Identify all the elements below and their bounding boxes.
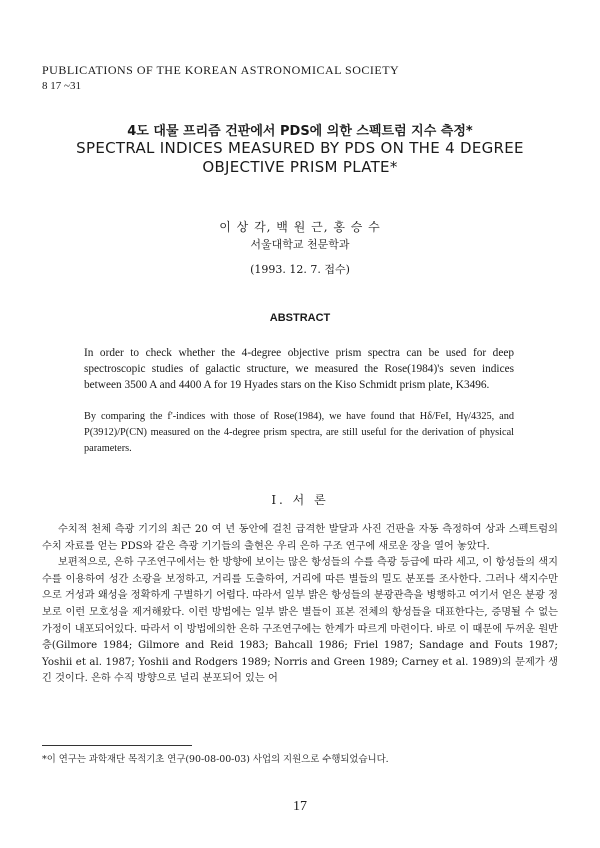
abstract-paragraph-2: By comparing the f'-indices with those of Rose(1984), we have found that Hδ/FeI, Hγ/4325, and P(3912)/P(CN) measured on the 4-degree prism spectra, are still useful for the derivation of physical parameters. bbox=[84, 411, 514, 454]
section-heading: I. 서 론 bbox=[271, 493, 329, 507]
korean-title: 4도 대물 프리즘 건판에서 PDS에 의한 스펙트럼 지수 측정* bbox=[127, 124, 473, 139]
body-text bbox=[42, 522, 558, 688]
footnote-divider bbox=[42, 745, 192, 746]
affiliation: 서울대학교 천문학과 bbox=[250, 238, 350, 251]
footnote: *이 연구는 과학재단 목적기초 연구(90-08-00-03) 사업의 지원으로 수행되었습니다. bbox=[42, 754, 389, 765]
publication-header: PUBLICATIONS OF THE KOREAN ASTRONOMICAL SOCIETY bbox=[42, 63, 400, 77]
page-range: 8 17 ~31 bbox=[42, 80, 81, 92]
abstract-heading: ABSTRACT bbox=[269, 312, 331, 324]
received-date: (1993. 12. 7. 접수) bbox=[250, 263, 350, 276]
authors: 이 상 각, 백 원 근, 홍 승 수 bbox=[219, 220, 381, 234]
english-title: SPECTRAL INDICES MEASURED BY PDS ON THE 4 DEGREE OBJECTIVE PRISM PLATE* bbox=[76, 139, 524, 176]
body-paragraph-1: 수치적 천체 측광 기기의 최근 20 여 년 동안에 걸친 급격한 발달과 사진 건판을 자동 측정하여 상과 스펙트럼의 수치 자료를 얻는 PDS와 같은 측광 기기들의 출현은 우리 은하 구조 연구에 새로운 장을 열어 놓았다. bbox=[42, 524, 558, 552]
body-paragraph-2: 보편적으로, 은하 구조연구에서는 한 방향에 보이는 많은 항성들의 수를 측광 등급에 따라 세고, 이 항성들의 색지수를 이용하여 성간 소광을 보정하고, 거리를 도출하여, 거리에 따른 별들의 밀도 분포를 조사한다. 그러나 색지수만으로 거성과 왜성을 정확하게 구별하기 어렵다. 따라서 일부 밝은 항성들의 분광관측을 병행하고 여기서 얻은 분광 정보로 이런 모호성을 제거해왔다. 이런 방법에는 일부 밝은 별들이 표본 전체의 항성들을 대표한다는, 증명될 수 없는 가정이 내포되어있다. 따라서 이 방법에의한 은하 구조연구에는 한계가 따르게 마련이다. 바로 이 때문에 두꺼운 원반층(Gilmore 1984; Gilmore and Reid 1983; Bahcall 1986; Friel 1987; Sandage and Fouts 1987; Yoshii et al. 1987; Yoshii and Rodgers 1989; Norris and Green 1989; Carney et al. 1989)의 문제가 생긴 것이다. 은하 수직 방향으로 널리 분포되어 있는 어 bbox=[42, 557, 558, 685]
abstract-paragraph-1: In order to check whether the 4-degree objective prism spectra can be used for deep spectroscopic studies of galactic structure, we measured the Rose(1984)'s seven indices between 3500 A and 4400 A for 19 Hyades stars on the Kiso Schmidt prism plate, K3496. bbox=[84, 347, 514, 391]
page-number: 17 bbox=[293, 799, 307, 814]
